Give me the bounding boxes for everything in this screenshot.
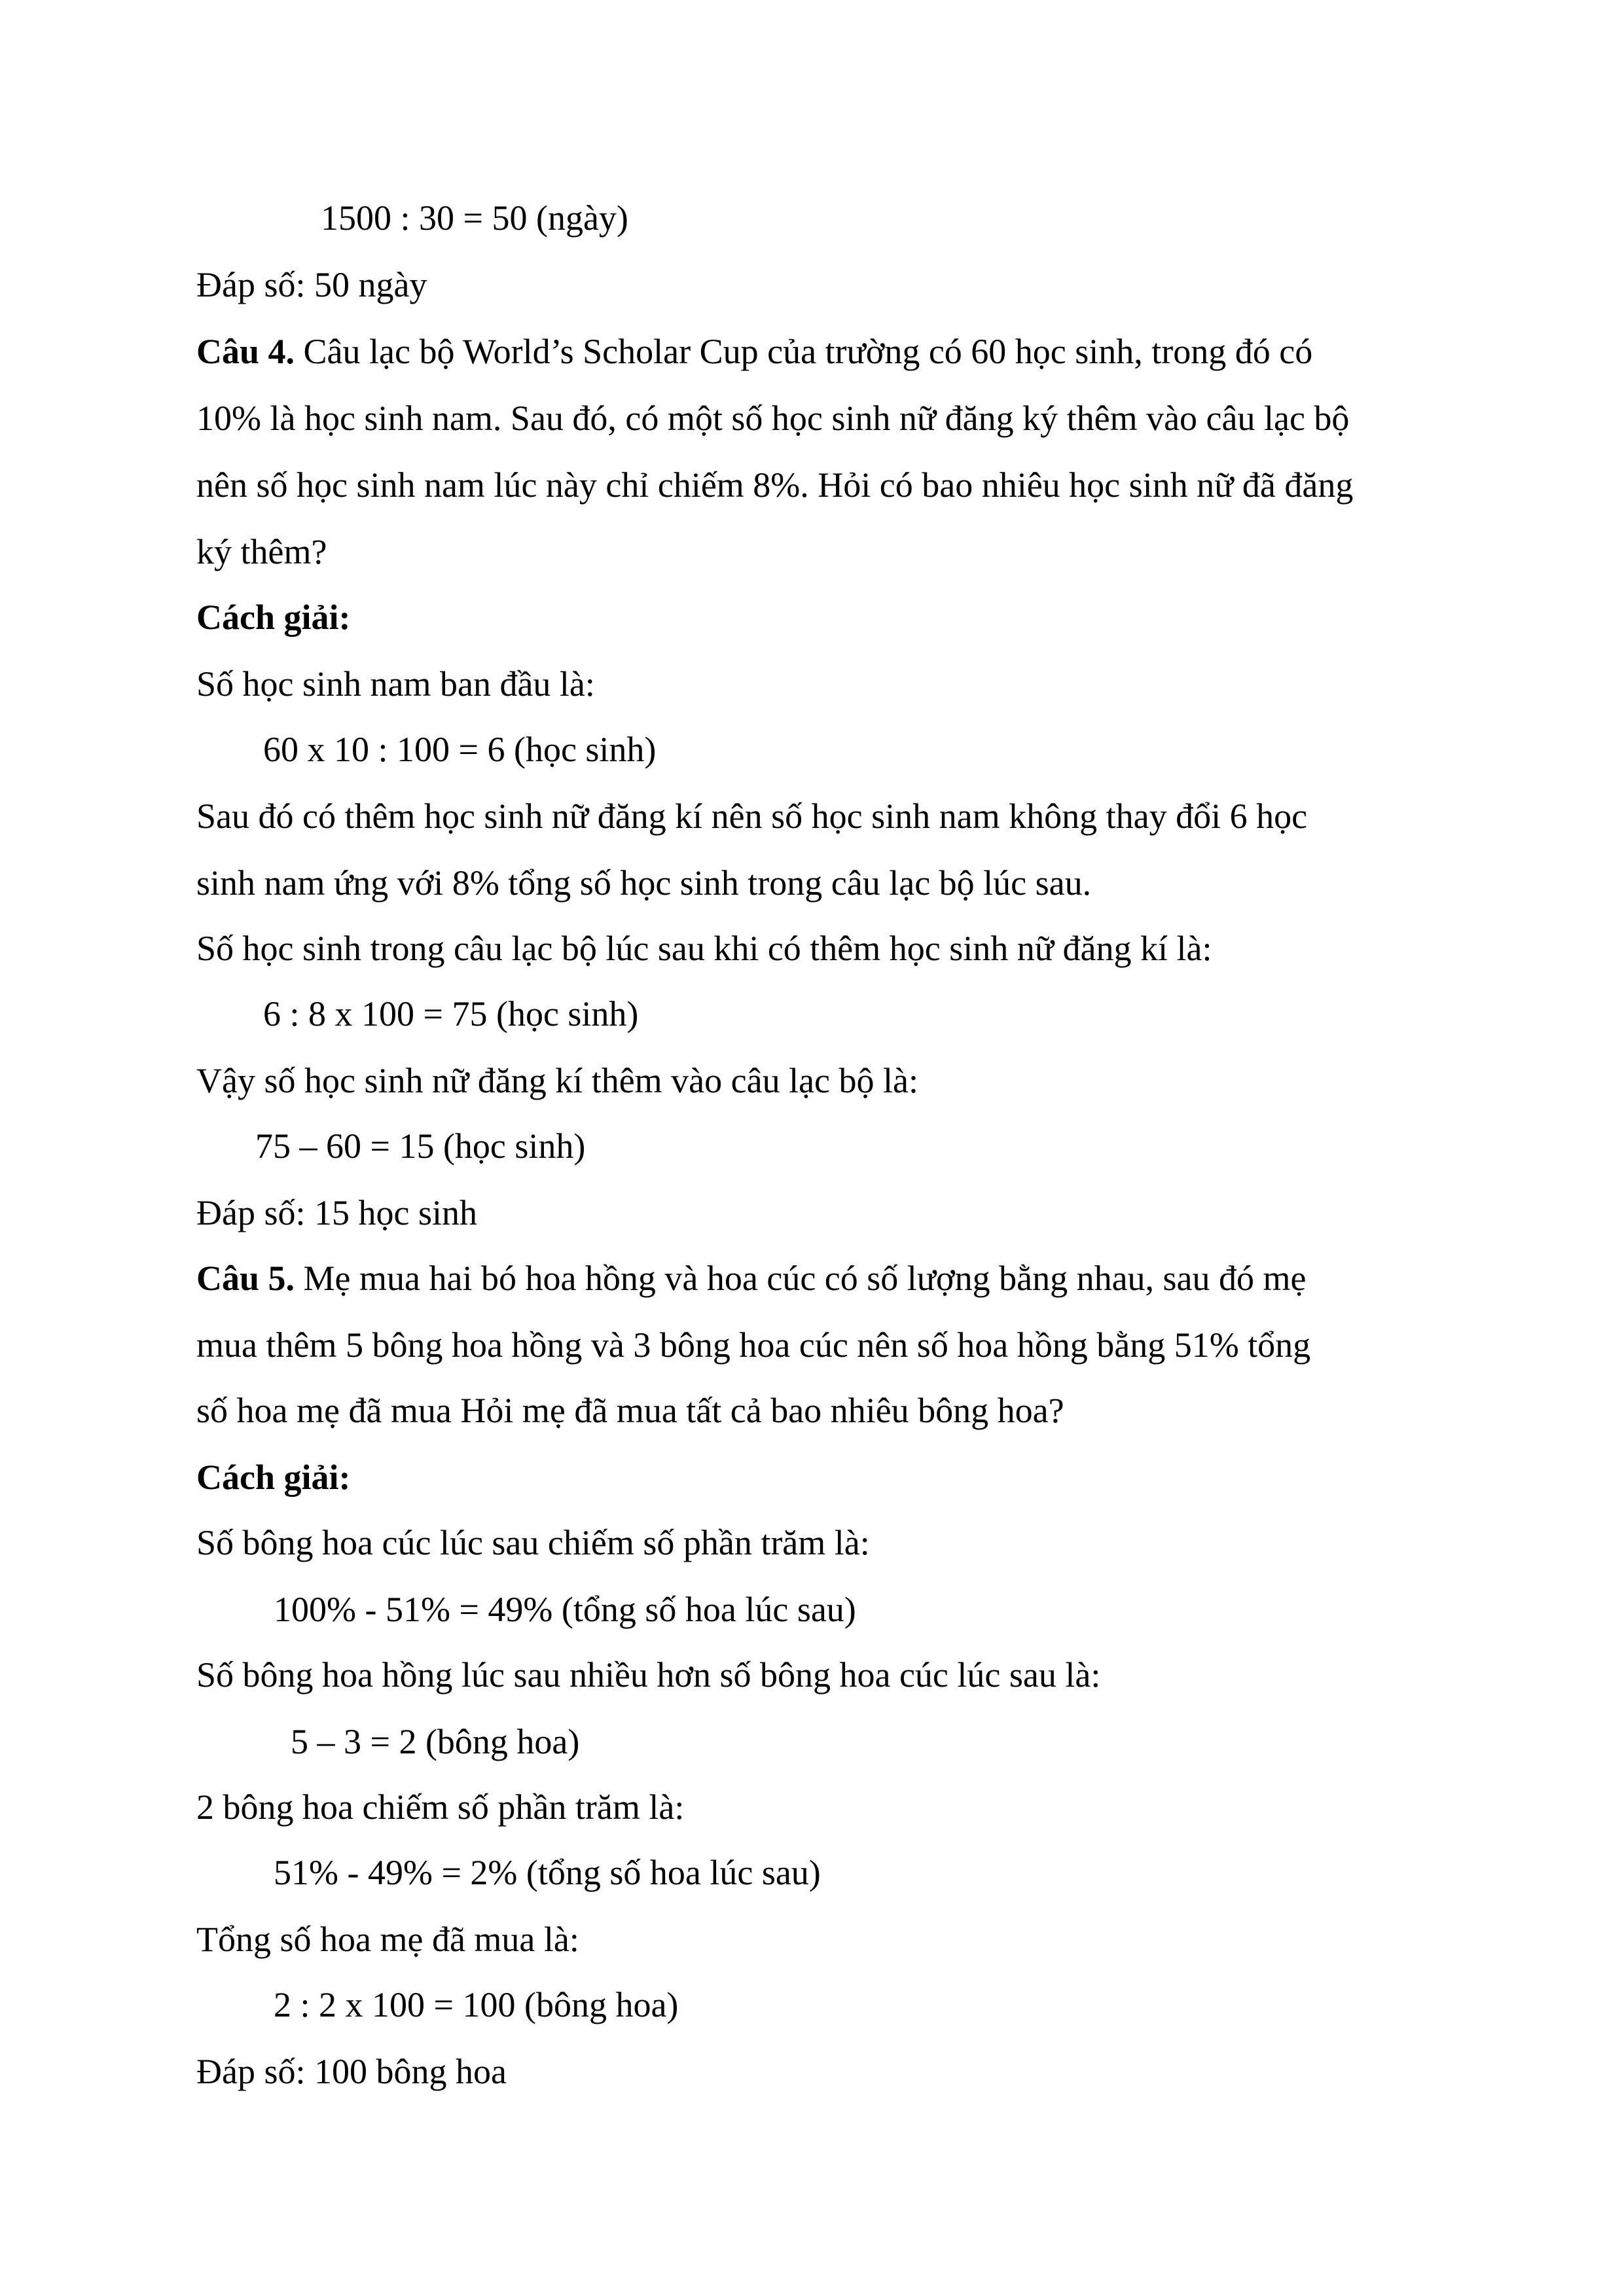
- q5-answer: Đáp số: 100 bông hoa: [196, 2052, 507, 2091]
- q5-text-1: Mẹ mua hai bó hoa hồng và hoa cúc có số lượng bằng nhau, sau đó mẹ: [295, 1259, 1307, 1298]
- q5-question-line-2: mua thêm 5 bông hoa hồng và 3 bông hoa cúc nên số hoa hồng bằng 51% tổng: [196, 1325, 1311, 1365]
- q5-step1-text: Số bông hoa cúc lúc sau chiếm số phần trăm là:: [196, 1523, 870, 1562]
- q3-answer: Đáp số: 50 ngày: [196, 265, 427, 304]
- q4-question-line-2: 10% là học sinh nam. Sau đó, có một số học sinh nữ đăng ký thêm vào câu lạc bộ: [196, 399, 1350, 438]
- q4-step1-text: Số học sinh nam ban đầu là:: [196, 664, 595, 704]
- q5-step3-calc: 51% - 49% = 2% (tổng số hoa lúc sau): [274, 1853, 821, 1892]
- q4-answer: Đáp số: 15 học sinh: [196, 1193, 477, 1232]
- q5-step2-text: Số bông hoa hồng lúc sau nhiều hơn số bông hoa cúc lúc sau là:: [196, 1655, 1101, 1695]
- q5-step4-calc: 2 : 2 x 100 = 100 (bông hoa): [274, 1985, 679, 2024]
- q4-step2-text-1: Sau đó có thêm học sinh nữ đăng kí nên số học sinh nam không thay đổi 6 học: [196, 797, 1308, 836]
- q4-question-line-3: nên số học sinh nam lúc này chỉ chiếm 8%. Hỏi có bao nhiêu học sinh nữ đã đăng: [196, 465, 1354, 505]
- q4-text-1: Câu lạc bộ World’s Scholar Cup của trường có 60 học sinh, trong đó có: [295, 332, 1313, 371]
- q5-step4-text: Tổng số hoa mẹ đã mua là:: [196, 1920, 579, 1959]
- q5-step1-calc: 100% - 51% = 49% (tổng số hoa lúc sau): [274, 1590, 856, 1629]
- q4-step4-text: Vậy số học sinh nữ đăng kí thêm vào câu lạc bộ là:: [196, 1061, 918, 1100]
- q4-step1-calc: 60 x 10 : 100 = 6 (học sinh): [263, 730, 657, 769]
- q5-label: Câu 5.: [196, 1259, 295, 1298]
- q4-question-line-4: ký thêm?: [196, 532, 327, 571]
- q4-step3-text: Số học sinh trong câu lạc bộ lúc sau khi có thêm học sinh nữ đăng kí là:: [196, 929, 1212, 968]
- q5-solution-heading: Cách giải:: [196, 1458, 351, 1497]
- q4-solution-heading: Cách giải:: [196, 598, 351, 637]
- q5-step3-text: 2 bông hoa chiếm số phần trăm là:: [196, 1787, 685, 1827]
- q3-calc: 1500 : 30 = 50 (ngày): [321, 198, 628, 238]
- q4-step2-text-2: sinh nam ứng với 8% tổng số học sinh trong câu lạc bộ lúc sau.: [196, 863, 1092, 903]
- q4-step4-calc: 75 – 60 = 15 (học sinh): [255, 1126, 586, 1166]
- q4-label: Câu 4.: [196, 332, 295, 371]
- q5-question-line-1: [196, 1255, 1307, 1301]
- q4-step3-calc: 6 : 8 x 100 = 75 (học sinh): [263, 994, 639, 1033]
- q5-step2-calc: 5 – 3 = 2 (bông hoa): [291, 1722, 580, 1761]
- q4-question-line-1: [196, 329, 1312, 374]
- q5-question-line-3: số hoa mẹ đã mua Hỏi mẹ đã mua tất cả bao nhiêu bông hoa?: [196, 1391, 1064, 1430]
